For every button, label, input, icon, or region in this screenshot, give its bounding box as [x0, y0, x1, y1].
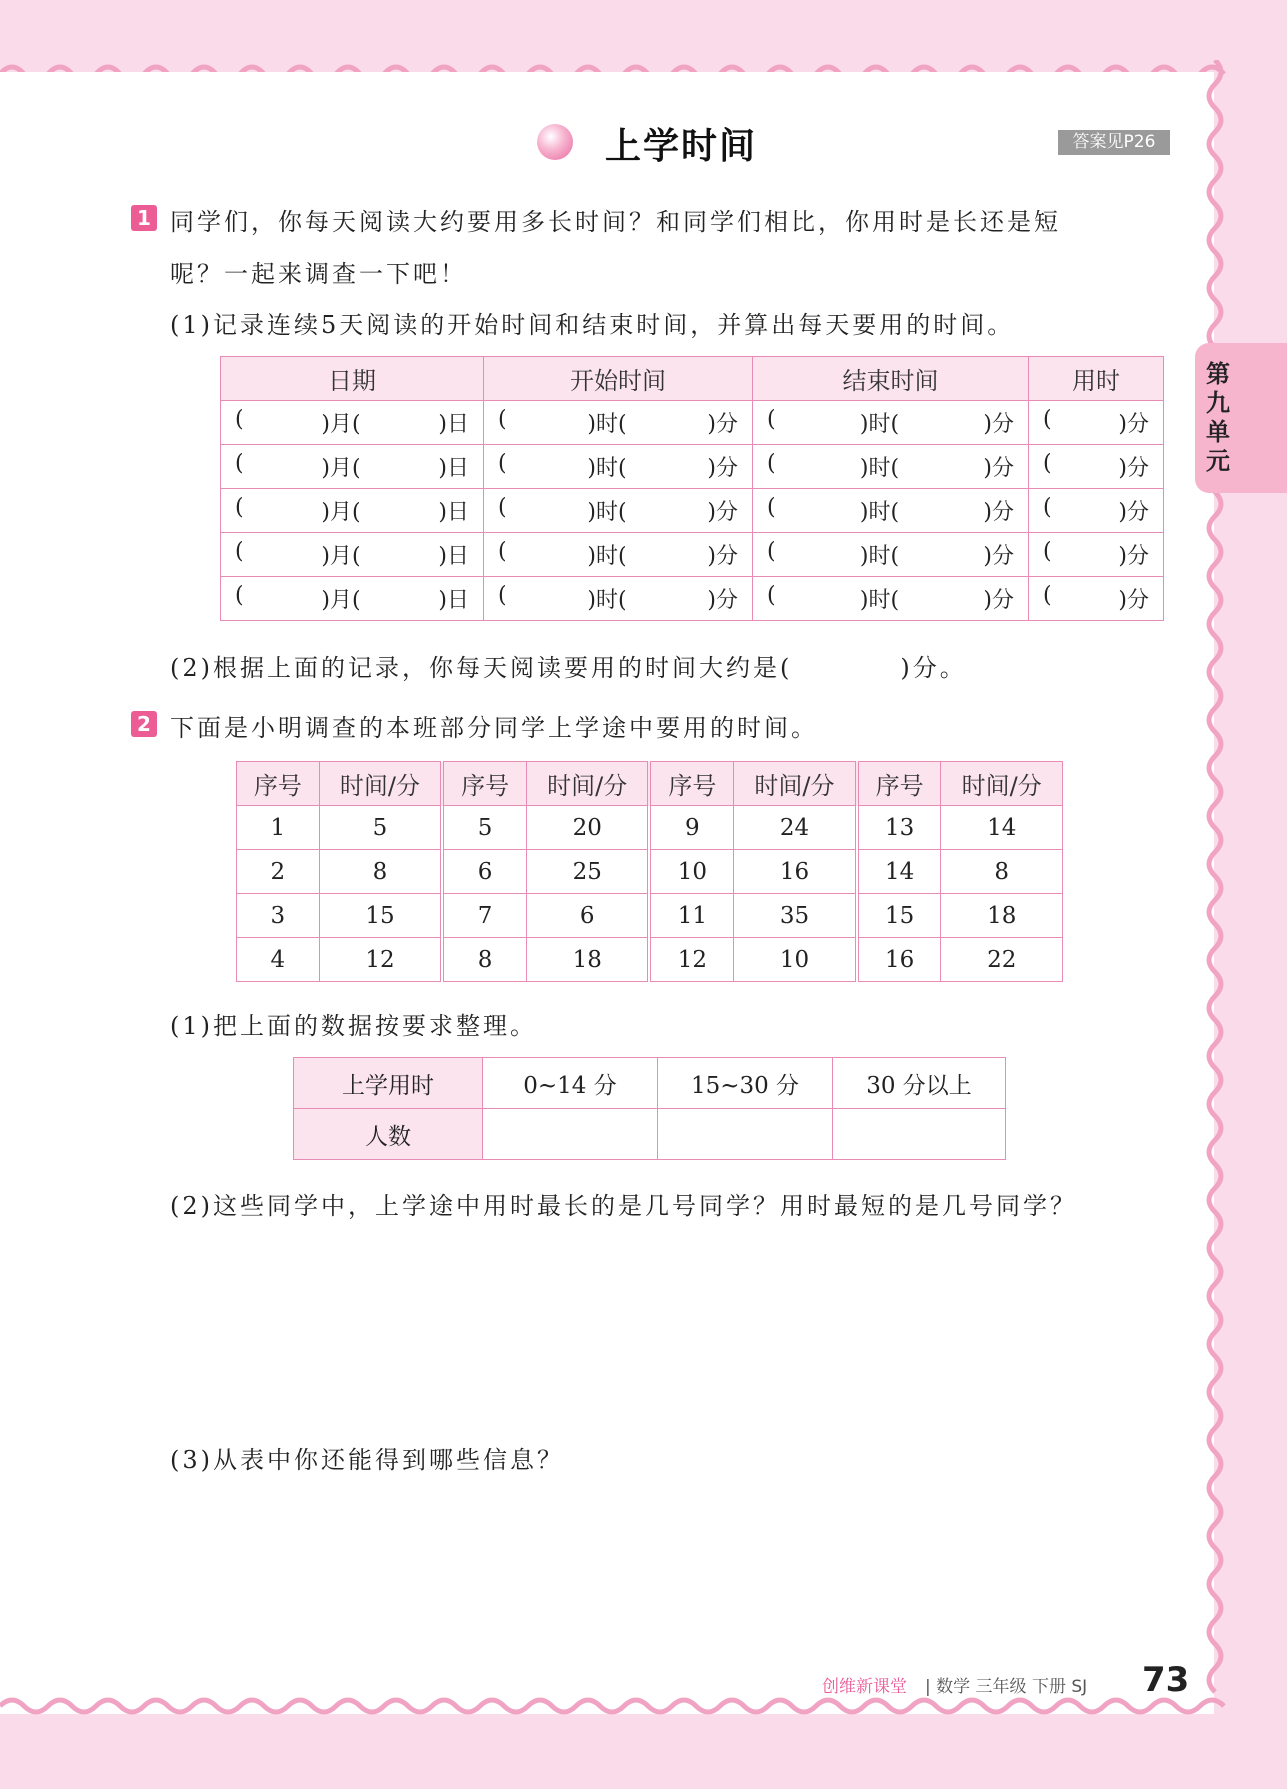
bracket-text: )时( — [859, 500, 900, 525]
question-2-number: 2 — [131, 711, 157, 737]
time-minutes-cell: 16 — [734, 850, 857, 894]
time-minutes-cell: 6 — [526, 894, 649, 938]
record-cell-used[interactable] — [1029, 401, 1164, 445]
table-row — [237, 806, 1063, 850]
student-number-cell: 13 — [857, 806, 941, 850]
question-1-sub2: (2)根据上面的记录，你每天阅读要用的时间大约是( )分。 — [170, 654, 967, 682]
record-cell-used[interactable] — [1029, 489, 1164, 533]
header-time-minutes: 时间/分 — [319, 762, 442, 806]
time-minutes-cell: 18 — [941, 894, 1063, 938]
bracket-text: ( — [767, 407, 776, 432]
record-cell-start[interactable] — [484, 577, 753, 621]
record-cell-start[interactable] — [484, 445, 753, 489]
record-cell-used[interactable] — [1029, 445, 1164, 489]
bracket-text: ( — [1043, 583, 1052, 608]
time-minutes-cell: 15 — [319, 894, 442, 938]
question-1-text-line1: 同学们，你每天阅读大约要用多长时间？和同学们相比，你用时是长还是短 — [170, 208, 1061, 236]
header-serial-number: 序号 — [649, 762, 733, 806]
commute-time-sort-table — [293, 1057, 1006, 1160]
bracket-text: )分 — [707, 456, 738, 481]
student-number-cell: 6 — [442, 850, 526, 894]
record-cell-used[interactable] — [1029, 533, 1164, 577]
bracket-text: )日 — [438, 544, 469, 569]
bracket-text: )时( — [587, 456, 627, 481]
record-cell-end[interactable] — [753, 577, 1029, 621]
time-minutes-cell: 14 — [941, 806, 1063, 850]
question-2-sub2: (2)这些同学中，上学途中用时最长的是几号同学？用时最短的是几号同学？ — [170, 1192, 1077, 1220]
question-2-sub3: (3)从表中你还能得到哪些信息？ — [170, 1446, 564, 1474]
bracket-text: )分 — [707, 412, 738, 437]
count-blank-cell[interactable] — [658, 1109, 833, 1160]
bracket-text: ( — [1043, 495, 1052, 520]
bracket-text: )分 — [1118, 412, 1149, 437]
record-row — [221, 489, 1164, 533]
bracket-text: )时( — [587, 412, 627, 437]
sort-row-label-count: 人数 — [294, 1109, 483, 1160]
page-title: 上学时间 — [605, 126, 758, 167]
header-time-minutes: 时间/分 — [526, 762, 649, 806]
bracket-text: )时( — [859, 412, 900, 437]
bracket-text: ( — [498, 539, 507, 564]
record-cell-date[interactable] — [221, 401, 484, 445]
record-cell-end[interactable] — [753, 533, 1029, 577]
time-minutes-cell: 24 — [734, 806, 857, 850]
page-number: 73 — [1142, 1660, 1190, 1700]
bracket-text: ( — [1043, 539, 1052, 564]
range-15-30: 15~30 分 — [658, 1058, 833, 1109]
pink-ball-icon — [537, 124, 573, 160]
header-serial-number: 序号 — [442, 762, 526, 806]
student-number-cell: 9 — [649, 806, 733, 850]
bracket-text: )分 — [983, 588, 1014, 613]
student-number-cell: 3 — [237, 894, 320, 938]
time-minutes-cell: 8 — [319, 850, 442, 894]
question-2-text: 下面是小明调查的本班部分同学上学途中要用的时间。 — [170, 714, 818, 742]
header-serial-number: 序号 — [237, 762, 320, 806]
bracket-text: ( — [235, 583, 244, 608]
bracket-text: )分 — [983, 412, 1014, 437]
record-cell-used[interactable] — [1029, 577, 1164, 621]
bracket-text: ( — [767, 451, 776, 476]
bracket-text: ( — [1043, 451, 1052, 476]
student-number-cell: 15 — [857, 894, 941, 938]
bracket-text: ( — [767, 495, 776, 520]
bracket-text: )分 — [707, 544, 738, 569]
student-number-cell: 4 — [237, 938, 320, 982]
bracket-text: ( — [498, 451, 507, 476]
time-minutes-cell: 20 — [526, 806, 649, 850]
bracket-text: )日 — [438, 588, 469, 613]
record-cell-date[interactable] — [221, 445, 484, 489]
student-number-cell: 12 — [649, 938, 733, 982]
bracket-text: )分 — [983, 456, 1014, 481]
bracket-text: ( — [767, 583, 776, 608]
count-blank-cell[interactable] — [483, 1109, 658, 1160]
range-over-30: 30 分以上 — [833, 1058, 1006, 1109]
bracket-text: )分 — [1118, 588, 1149, 613]
decorative-wave-border-right — [1195, 60, 1235, 1720]
time-minutes-cell: 22 — [941, 938, 1063, 982]
bracket-text: )月( — [321, 412, 361, 437]
bracket-text: ( — [235, 451, 244, 476]
record-row — [221, 533, 1164, 577]
table-row — [237, 850, 1063, 894]
header-start-time: 开始时间 — [484, 357, 753, 401]
bracket-text: ( — [498, 495, 507, 520]
student-number-cell: 2 — [237, 850, 320, 894]
sort-row-label-time: 上学用时 — [294, 1058, 483, 1109]
bracket-text: )时( — [859, 544, 900, 569]
time-minutes-cell: 35 — [734, 894, 857, 938]
bracket-text: )日 — [438, 500, 469, 525]
question-2-sub1: (1)把上面的数据按要求整理。 — [170, 1012, 537, 1040]
reading-time-record-table — [220, 356, 1164, 621]
student-number-cell: 1 — [237, 806, 320, 850]
range-0-14: 0~14 分 — [483, 1058, 658, 1109]
commute-time-survey-table — [236, 761, 1063, 982]
record-row — [221, 577, 1164, 621]
bracket-text: )月( — [321, 544, 361, 569]
table-row — [237, 894, 1063, 938]
bracket-text: )时( — [587, 588, 627, 613]
bracket-text: )分 — [1118, 500, 1149, 525]
bracket-text: )分 — [707, 500, 738, 525]
student-number-cell: 7 — [442, 894, 526, 938]
question-1-text-line2: 呢？一起来调查一下吧！ — [170, 260, 467, 288]
record-cell-start[interactable] — [484, 489, 753, 533]
header-end-time: 结束时间 — [753, 357, 1029, 401]
bracket-text: )分 — [983, 500, 1014, 525]
bracket-text: )时( — [859, 588, 900, 613]
header-date: 日期 — [221, 357, 484, 401]
bracket-text: )分 — [1118, 544, 1149, 569]
bracket-text: ( — [498, 407, 507, 432]
record-cell-start[interactable] — [484, 533, 753, 577]
record-cell-start[interactable] — [484, 401, 753, 445]
bracket-text: ( — [767, 539, 776, 564]
record-cell-date[interactable] — [221, 533, 484, 577]
student-number-cell: 5 — [442, 806, 526, 850]
footer-book-info: | 数学 三年级 下册 SJ — [925, 1677, 1088, 1697]
answer-reference-badge: 答案见P26 — [1058, 130, 1170, 155]
bracket-text: ( — [1043, 407, 1052, 432]
bracket-text: )时( — [587, 500, 627, 525]
bracket-text: )分 — [983, 544, 1014, 569]
bracket-text: )分 — [707, 588, 738, 613]
header-time-minutes: 时间/分 — [941, 762, 1063, 806]
title-bar — [0, 118, 1287, 168]
table-row — [237, 938, 1063, 982]
time-minutes-cell: 8 — [941, 850, 1063, 894]
student-number-cell: 16 — [857, 938, 941, 982]
time-minutes-cell: 18 — [526, 938, 649, 982]
record-cell-end[interactable] — [753, 445, 1029, 489]
unit-side-tab-label: 第九单元 — [1206, 360, 1230, 475]
bracket-text: )日 — [438, 412, 469, 437]
bracket-text: )分 — [1118, 456, 1149, 481]
student-number-cell: 8 — [442, 938, 526, 982]
time-minutes-cell: 5 — [319, 806, 442, 850]
bracket-text: )月( — [321, 456, 361, 481]
record-row — [221, 445, 1164, 489]
bracket-text: )月( — [321, 588, 361, 613]
footer-series-name: 创维新课堂 — [822, 1677, 907, 1697]
time-minutes-cell: 25 — [526, 850, 649, 894]
question-1-number: 1 — [131, 205, 157, 231]
header-serial-number: 序号 — [857, 762, 941, 806]
time-minutes-cell: 12 — [319, 938, 442, 982]
record-cell-end[interactable] — [753, 401, 1029, 445]
bracket-text: )日 — [438, 456, 469, 481]
bracket-text: )时( — [859, 456, 900, 481]
bracket-text: ( — [498, 583, 507, 608]
record-row — [221, 401, 1164, 445]
header-time-used: 用时 — [1029, 357, 1164, 401]
student-number-cell: 10 — [649, 850, 733, 894]
bracket-text: )时( — [587, 544, 627, 569]
record-cell-date[interactable] — [221, 489, 484, 533]
question-1-sub1: (1)记录连续5天阅读的开始时间和结束时间，并算出每天要用的时间。 — [170, 311, 1015, 339]
bracket-text: ( — [235, 407, 244, 432]
bracket-text: )月( — [321, 500, 361, 525]
header-time-minutes: 时间/分 — [734, 762, 857, 806]
time-minutes-cell: 10 — [734, 938, 857, 982]
student-number-cell: 14 — [857, 850, 941, 894]
bracket-text: ( — [235, 539, 244, 564]
record-cell-date[interactable] — [221, 577, 484, 621]
record-cell-end[interactable] — [753, 489, 1029, 533]
student-number-cell: 11 — [649, 894, 733, 938]
bracket-text: ( — [235, 495, 244, 520]
count-blank-cell[interactable] — [833, 1109, 1006, 1160]
